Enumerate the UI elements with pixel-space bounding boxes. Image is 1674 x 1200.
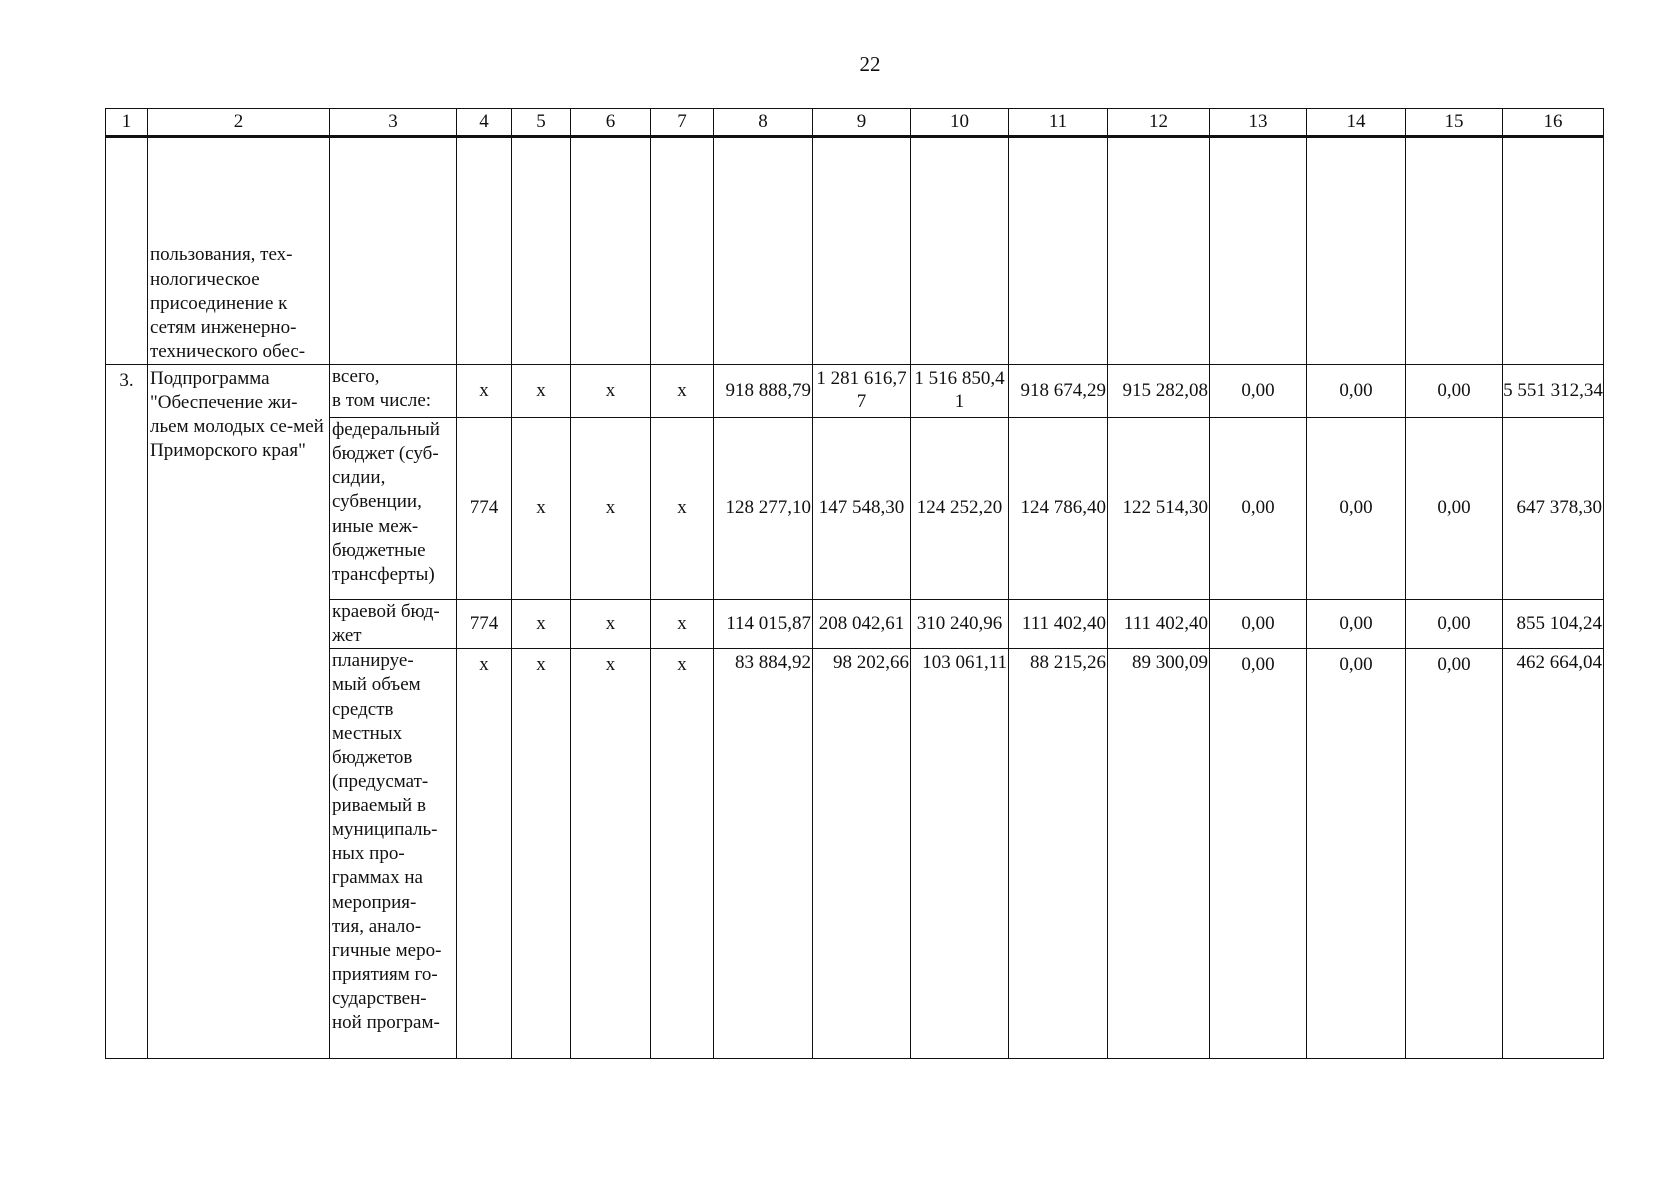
table-cell: 128 277,10	[714, 418, 813, 600]
table-cell: 89 300,09	[1108, 649, 1210, 1059]
table-cell: 774	[457, 600, 512, 649]
column-header: 1	[106, 109, 148, 137]
table-cell: x	[651, 418, 714, 600]
table-cell: 647 378,30	[1503, 418, 1604, 600]
table-cell: 83 884,92	[714, 649, 813, 1059]
table-cell: 114 015,87	[714, 600, 813, 649]
table-cell: 124 786,40	[1009, 418, 1108, 600]
table-row-local	[106, 649, 1604, 1059]
table-row-total	[106, 365, 1604, 418]
table-cell: x	[651, 600, 714, 649]
column-header: 10	[911, 109, 1009, 137]
table-cell: 0,00	[1307, 649, 1406, 1059]
column-header: 2	[148, 109, 330, 137]
column-header: 6	[571, 109, 651, 137]
table-cell: x	[571, 365, 651, 418]
table-header-row	[106, 109, 1604, 137]
table-cell: 1 516 850,41	[911, 365, 1009, 418]
continuation-name: пользования, тех- нологическое присоединение к сетям инженерно- технического обес-	[148, 137, 330, 365]
budget-table	[105, 108, 1604, 1059]
table-cell: 98 202,66	[813, 649, 911, 1059]
table-cell: x	[512, 365, 571, 418]
table-cell: 111 402,40	[1108, 600, 1210, 649]
column-header: 11	[1009, 109, 1108, 137]
subprogram-name: Подпрограмма "Обеспечение жи-льем молодых се-мей Приморского края"	[148, 365, 330, 1059]
column-header: 9	[813, 109, 911, 137]
table-cell: x	[512, 600, 571, 649]
table-cell: 0,00	[1406, 600, 1503, 649]
table-cell: x	[571, 418, 651, 600]
funding-source: краевой бюд-жет	[330, 600, 457, 649]
table-cell: 462 664,04	[1503, 649, 1604, 1059]
column-header: 13	[1210, 109, 1307, 137]
table-cell: 0,00	[1406, 365, 1503, 418]
table-cell: x	[512, 418, 571, 600]
table-row-federal	[106, 418, 1604, 600]
funding-source: федеральный бюджет (суб-сидии, субвенции, иные меж-бюджетные трансферты)	[330, 418, 457, 600]
table-cell: 918 888,79	[714, 365, 813, 418]
column-header: 8	[714, 109, 813, 137]
table-cell: 0,00	[1307, 365, 1406, 418]
table-cell: 855 104,24	[1503, 600, 1604, 649]
table-cell: 0,00	[1406, 649, 1503, 1059]
table-cell: 147 548,30	[813, 418, 911, 600]
table-cell: 0,00	[1307, 600, 1406, 649]
table-cell: 111 402,40	[1009, 600, 1108, 649]
table-cell: x	[571, 600, 651, 649]
subprogram-index: 3.	[106, 365, 148, 1059]
table-cell: 0,00	[1210, 649, 1307, 1059]
table-cell: x	[571, 649, 651, 1059]
table-cell: 5 551 312,34	[1503, 365, 1604, 418]
column-header: 5	[512, 109, 571, 137]
table-row-continuation	[106, 137, 1604, 365]
table-cell: x	[457, 649, 512, 1059]
column-header: 14	[1307, 109, 1406, 137]
table-cell: 122 514,30	[1108, 418, 1210, 600]
column-header: 4	[457, 109, 512, 137]
table-cell: 310 240,96	[911, 600, 1009, 649]
table-cell: 774	[457, 418, 512, 600]
column-header: 16	[1503, 109, 1604, 137]
table-cell: x	[457, 365, 512, 418]
table-cell: 208 042,61	[813, 600, 911, 649]
column-header: 12	[1108, 109, 1210, 137]
table-cell: 915 282,08	[1108, 365, 1210, 418]
table-cell: 0,00	[1307, 418, 1406, 600]
funding-source: всего, в том числе:	[330, 365, 457, 418]
table-cell: 918 674,29	[1009, 365, 1108, 418]
table-cell: 0,00	[1210, 600, 1307, 649]
table-cell: x	[512, 649, 571, 1059]
table-cell: 103 061,11	[911, 649, 1009, 1059]
table-cell: x	[651, 649, 714, 1059]
column-header: 15	[1406, 109, 1503, 137]
table-cell: 0,00	[1210, 365, 1307, 418]
page-number: 22	[859, 52, 881, 76]
column-header: 7	[651, 109, 714, 137]
table-cell: 0,00	[1406, 418, 1503, 600]
column-header: 3	[330, 109, 457, 137]
table-cell: x	[651, 365, 714, 418]
table-cell: 88 215,26	[1009, 649, 1108, 1059]
table-row-regional	[106, 600, 1604, 649]
table-cell: 124 252,20	[911, 418, 1009, 600]
funding-source: планируе- мый объем средств местных бюджетов (предусмат- риваемый в муниципаль- ных про- граммах на мероприя- тия, анало- гичные меро- приятиям го- сударствен- ной програм-	[330, 649, 457, 1059]
table-cell: 0,00	[1210, 418, 1307, 600]
table-cell: 1 281 616,77	[813, 365, 911, 418]
